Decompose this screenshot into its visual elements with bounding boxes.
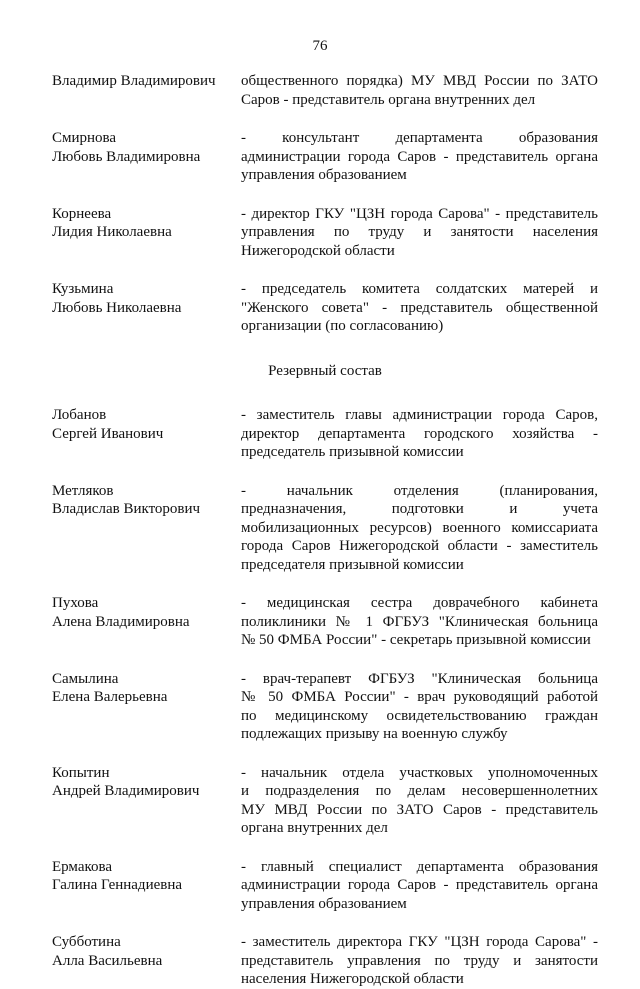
- member-name-line: Алена Владимировна: [52, 613, 190, 630]
- member-role-line: органа внутренних дел: [241, 820, 388, 836]
- member-name-line: Субботина: [52, 934, 121, 950]
- member-role-line: - начальник отделения (планирования,: [241, 482, 598, 499]
- member-entry: [52, 280, 598, 336]
- member-name: [52, 280, 241, 336]
- member-name: [52, 406, 241, 462]
- main-members-list: [52, 72, 598, 336]
- member-role: [241, 129, 598, 185]
- member-role-line: управления по труду и занятости населения: [241, 224, 598, 240]
- member-role-line: - заместитель директора ГКУ "ЦЗН города Сарова" -: [241, 934, 598, 950]
- commission-list: [52, 72, 598, 989]
- member-role: [241, 205, 598, 261]
- member-name-line: Самылина: [52, 670, 119, 687]
- member-entry: [52, 670, 598, 744]
- member-role-line: и подразделения по делам несовершеннолетних: [241, 783, 598, 799]
- member-name: [52, 482, 241, 575]
- member-name-line: Лидия Николаевна: [52, 224, 172, 240]
- member-role: [241, 594, 598, 650]
- member-entry: [52, 594, 598, 650]
- member-role-line: Саров - представитель органа внутренних дел: [241, 91, 536, 108]
- member-role-line: представитель управления по труду и занятости: [241, 952, 598, 969]
- member-name-line: Андрей Владимирович: [52, 783, 200, 799]
- member-name: [52, 72, 241, 109]
- member-role-line: - консультант департамента образования: [241, 130, 598, 146]
- member-name: [52, 670, 241, 744]
- member-name: [52, 129, 241, 185]
- member-role-line: - директор ГКУ "ЦЗН города Сарова" - представитель: [241, 205, 598, 222]
- member-role-line: подлежащих призыву на военную службу: [241, 726, 508, 742]
- member-entry: [52, 933, 598, 989]
- member-role-line: № 50 ФМБА России" - врач руководящий работой: [241, 689, 598, 705]
- member-role-line: управления образованием: [241, 167, 407, 183]
- member-entry: [52, 72, 598, 109]
- member-role-line: - председатель комитета солдатских матерей и: [241, 281, 598, 297]
- member-name: [52, 594, 241, 650]
- member-name-line: Любовь Владимировна: [52, 148, 201, 165]
- member-role-line: Нижегородской области: [241, 242, 395, 259]
- member-role-line: общественного порядка) МУ МВД России по ЗАТО: [241, 73, 598, 89]
- member-role-line: населения Нижегородской области: [241, 971, 464, 987]
- member-role-line: - заместитель главы администрации города Саров,: [241, 407, 598, 423]
- reserve-heading: Резервный состав: [268, 362, 382, 379]
- member-role: [241, 764, 598, 838]
- member-name: [52, 933, 241, 989]
- member-role-line: города Саров Нижегородской области - заместитель: [241, 538, 598, 554]
- member-role-line: председателя призывной комиссии: [241, 556, 464, 573]
- member-role: [241, 280, 598, 336]
- member-name-line: Галина Геннадиевна: [52, 877, 183, 893]
- member-role-line: - начальник отдела участковых уполномоченных: [241, 764, 598, 781]
- member-role-line: организации (по согласованию): [241, 318, 444, 334]
- member-role: [241, 933, 598, 989]
- member-name-line: Корнеева: [52, 205, 112, 222]
- member-role-line: поликлиники № 1 ФГБУЗ "Клиническая больница: [241, 613, 598, 630]
- member-name-line: Сергей Иванович: [52, 425, 164, 442]
- member-role-line: директор департамента городского хозяйства -: [241, 425, 598, 442]
- member-entry: [52, 764, 598, 838]
- member-name-line: Владислав Викторович: [52, 501, 201, 517]
- reserve-members-list: [52, 406, 598, 989]
- member-entry: [52, 406, 598, 462]
- member-name-line: Метляков: [52, 482, 114, 499]
- member-role-line: председатель призывной комиссии: [241, 444, 464, 460]
- member-name-line: Кузьмина: [52, 281, 114, 297]
- member-role-line: - медицинская сестра доврачебного кабинета: [241, 595, 598, 611]
- member-name-line: Смирнова: [52, 130, 117, 146]
- member-name-line: Ермакова: [52, 858, 113, 875]
- member-role: [241, 406, 598, 462]
- member-name-line: Копытин: [52, 764, 110, 781]
- member-role-line: - главный специалист департамента образования: [241, 858, 598, 875]
- member-entry: [52, 482, 598, 575]
- member-name-line: Любовь Николаевна: [52, 299, 182, 316]
- member-role-line: предназначения, подготовки и учета: [241, 501, 598, 517]
- member-role-line: мобилизационных ресурсов) военного комиссариата: [241, 519, 598, 536]
- member-role-line: "Женского совета" - представитель общественной: [241, 299, 598, 316]
- member-role-line: № 50 ФМБА России" - секретарь призывной комиссии: [241, 632, 591, 648]
- member-role: [241, 72, 598, 109]
- member-name-line: Елена Валерьевна: [52, 689, 168, 705]
- member-name: [52, 205, 241, 261]
- member-name: [52, 764, 241, 838]
- member-role-line: МУ МВД России по ЗАТО Саров - представитель: [241, 801, 598, 818]
- member-role: [241, 482, 598, 575]
- member-name-line: Владимир Владимирович: [52, 73, 216, 89]
- member-name-line: Лобанов: [52, 407, 107, 423]
- member-role: [241, 670, 598, 744]
- member-role-line: по медицинскому освидетельствованию граждан: [241, 707, 598, 724]
- member-role-line: администрации города Саров - представитель органа: [241, 877, 598, 893]
- member-role-line: администрации города Саров - представитель органа: [241, 148, 598, 165]
- page-number: 76: [312, 38, 328, 54]
- member-name-line: Пухова: [52, 595, 99, 611]
- member-name-line: Алла Васильевна: [52, 952, 163, 969]
- member-role-line: - врач-терапевт ФГБУЗ "Клиническая больница: [241, 670, 598, 687]
- member-entry: [52, 205, 598, 261]
- member-entry: [52, 129, 598, 185]
- member-role-line: управления образованием: [241, 895, 407, 912]
